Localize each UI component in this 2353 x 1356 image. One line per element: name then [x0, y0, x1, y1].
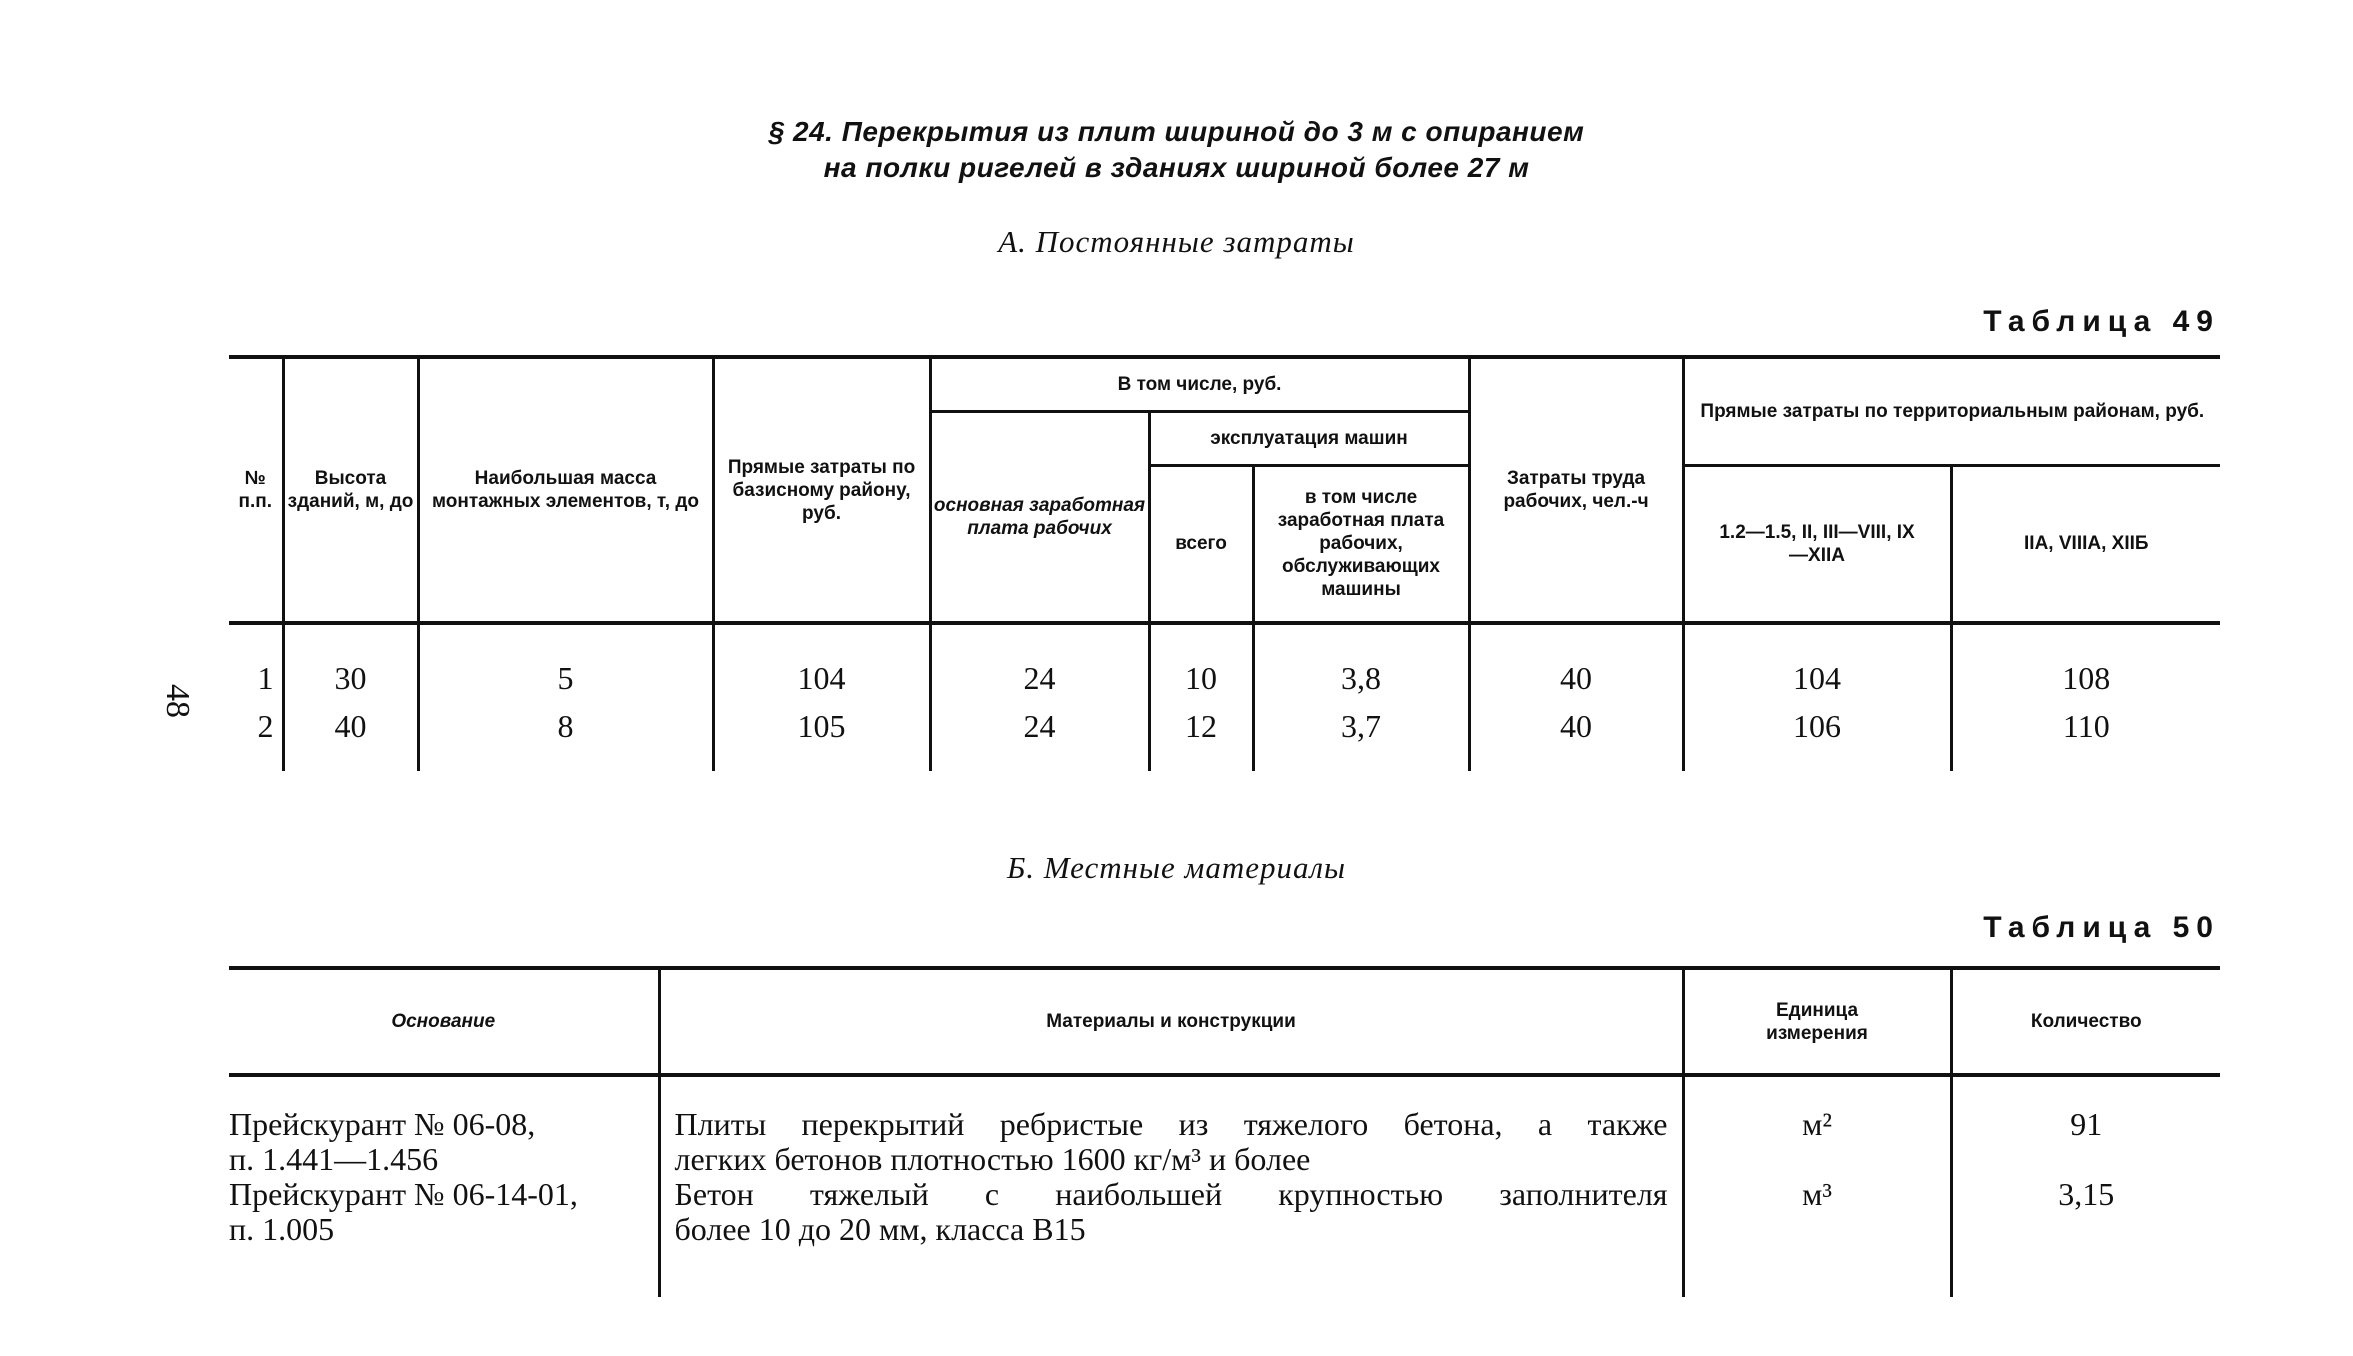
section-title-line1: § 24. Перекрытия из плит шириной до 3 м с опиранием [768, 116, 1585, 147]
table-row [229, 1177, 2220, 1297]
header-labor: Затраты труда рабочих, чел.-ч [1469, 357, 1683, 623]
cell-wages: 24 [930, 623, 1149, 709]
header-height: Высота зданий, м, до [283, 357, 418, 623]
table-49 [229, 355, 2220, 771]
cell-basis [229, 1177, 659, 1297]
basis-line: п. 1.005 [229, 1211, 335, 1247]
header-machines-total: всего [1149, 465, 1253, 623]
section-title-line2: на полки ригелей в зданиях шириной более 27 м [823, 152, 1530, 183]
cell-region2: 108 [1951, 623, 2220, 709]
cell-height: 40 [283, 709, 418, 771]
cell-mass: 8 [418, 709, 713, 771]
header-machines: эксплуатация машин [1149, 411, 1469, 465]
header-materials: Материалы и конструкции [659, 968, 1683, 1075]
header-quantity: Количество [1951, 968, 2220, 1075]
table50-label: Таблица 50 [1983, 911, 2220, 944]
table49-label: Таблица 49 [1983, 305, 2220, 338]
table-row [229, 709, 2220, 771]
table-row [229, 623, 2220, 709]
cell-materials [659, 1177, 1683, 1297]
cell-unit: м³ [1683, 1177, 1951, 1297]
cell-region1: 106 [1683, 709, 1951, 771]
header-machines-wages: в том числе заработная плата рабочих, обслуживающих машины [1253, 465, 1469, 623]
cell-direct-base: 104 [713, 623, 930, 709]
basis-line: п. 1.441—1.456 [229, 1141, 439, 1177]
materials-line: Бетон тяжелый с наибольшей крупностью заполнителя [674, 1176, 1668, 1212]
header-region1: 1.2—1.5, II, III—VIII, IX—XIIА [1683, 465, 1951, 623]
cell-quantity: 91 [1951, 1075, 2220, 1177]
header-region2: IIА, VIIIА, XIIБ [1951, 465, 2220, 623]
header-wages: основная заработная плата рабочих [930, 411, 1149, 623]
part-b-title: Б. Местные материалы [1007, 850, 1346, 885]
basis-line: Прейскурант № 06-08, [229, 1106, 536, 1142]
header-num: № п.п. [229, 357, 283, 623]
header-direct-base: Прямые затраты по базисному району, руб. [713, 357, 930, 623]
basis-line: Прейскурант № 06-14-01, [229, 1176, 578, 1212]
cell-machines-wages: 3,7 [1253, 709, 1469, 771]
materials-line: более 10 до 20 мм, класса В15 [674, 1211, 1086, 1247]
cell-region2: 110 [1951, 709, 2220, 771]
header-mass: Наибольшая масса монтажных элементов, т, до [418, 357, 713, 623]
header-including: В том числе, руб. [930, 357, 1469, 411]
page-number: 48 [159, 684, 196, 718]
cell-direct-base: 105 [713, 709, 930, 771]
table-row [229, 1075, 2220, 1177]
cell-mass: 5 [418, 623, 713, 709]
cell-region1: 104 [1683, 623, 1951, 709]
cell-machines-total: 12 [1149, 709, 1253, 771]
cell-basis [229, 1075, 659, 1177]
header-territorial: Прямые затраты по территориальным районам, руб. [1683, 357, 2220, 465]
materials-line: легких бетонов плотностью 1600 кг/м³ и более [674, 1141, 1311, 1177]
cell-height: 30 [283, 623, 418, 709]
table-50 [229, 966, 2220, 1297]
cell-num: 2 [229, 709, 283, 771]
cell-machines-total: 10 [1149, 623, 1253, 709]
header-basis: Основание [229, 968, 659, 1075]
cell-num: 1 [229, 623, 283, 709]
cell-wages: 24 [930, 709, 1149, 771]
cell-unit: м² [1683, 1075, 1951, 1177]
cell-labor: 40 [1469, 709, 1683, 771]
cell-quantity: 3,15 [1951, 1177, 2220, 1297]
part-a-title: А. Постоянные затраты [998, 224, 1355, 259]
materials-line: Плиты перекрытий ребристые из тяжелого бетона, а также [674, 1106, 1668, 1142]
cell-materials [659, 1075, 1683, 1177]
header-unit: Единица измерения [1683, 968, 1951, 1075]
cell-machines-wages: 3,8 [1253, 623, 1469, 709]
cell-labor: 40 [1469, 623, 1683, 709]
